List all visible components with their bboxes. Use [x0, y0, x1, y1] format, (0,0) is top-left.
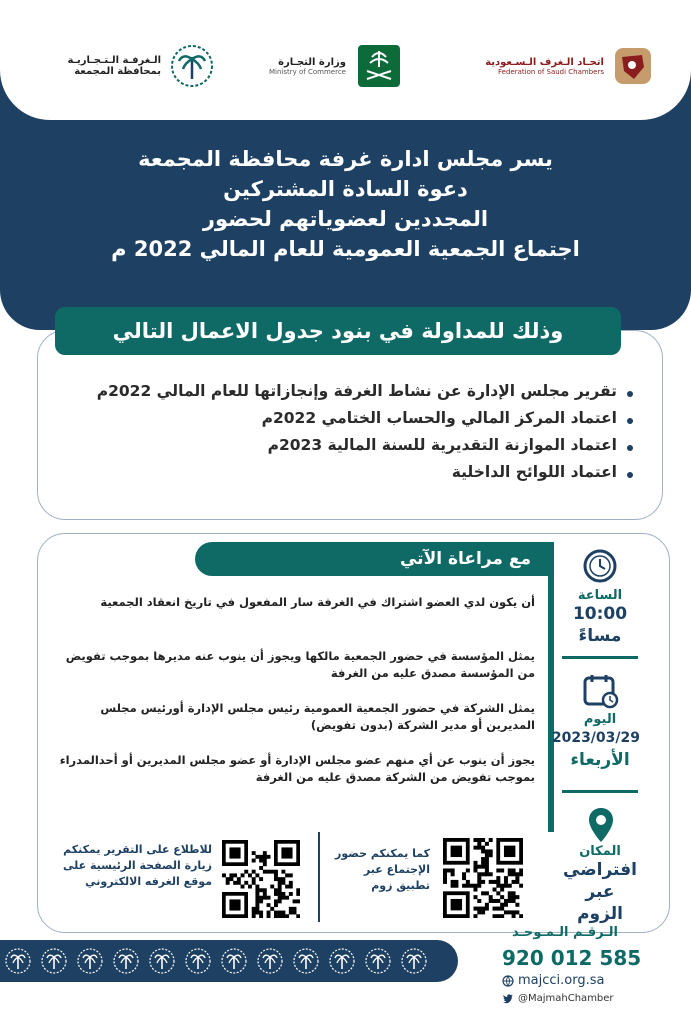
- calendar-icon: [582, 672, 620, 710]
- palm-ornament-icon: [364, 947, 392, 975]
- agenda-item: تقرير مجلس الإدارة عن نشاط الغرفة وإنجازاتها للعام المالي 2022م: [73, 378, 633, 405]
- globe-icon: [502, 975, 514, 987]
- condition-item: أن يكون لدي العضو اشتراك في الغرفة سار المفعول في تاريخ انعقاد الجمعية: [100, 595, 535, 609]
- headline-line-2: دعوة السادة المشتركين: [223, 177, 468, 201]
- agenda-item: اعتماد اللوائح الداخلية: [73, 459, 633, 486]
- condition-item: يمثل المؤسسة في حضور الجمعية مالكها ويجوز أن ينوب عنه مديرها بموجب تفويض من المؤسسة مصدق عليه من الغرفة: [65, 649, 535, 680]
- headline-line-4: اجتماع الجمعية العمومية للعام المالي 2022 م: [111, 237, 580, 261]
- date-value: 2023/03/29: [551, 730, 640, 746]
- time-label: الساعة: [577, 588, 623, 603]
- place-line-1: افتراضي: [563, 860, 637, 880]
- chamber-name-line2: بمحافظة المجمعة: [74, 66, 161, 77]
- federation-name-en: Federation of Saudi Chambers: [498, 67, 604, 76]
- palm-ornament-icon: [40, 947, 68, 975]
- twitter-handle[interactable]: @MajmahChamber: [518, 992, 614, 1004]
- palm-ornament-icon: [328, 947, 356, 975]
- palm-ornament-icon: [292, 947, 320, 975]
- clock-icon: [582, 548, 618, 584]
- twitter-row[interactable]: [502, 992, 614, 1004]
- zoom-qr-text: كما يمكنكم حضور الإجتماع عبر تطبيق زوم: [335, 847, 430, 892]
- agenda-title: وذلك للمداولة في بنود جدول الاعمال التالي: [55, 307, 621, 355]
- palm-ornament-icon: [220, 947, 248, 975]
- condition-item: يجوز أن ينوب عن أي منهم عضو مجلس الإدارة أو عضو مجلس المديرين أو أحدالمدراء بموجب تفويض من الشركة مصدق عليه من الغرفة: [59, 753, 535, 784]
- headline-line-3: المجددين لعضوياتهم لحضور: [202, 207, 489, 231]
- side-divider: [562, 790, 638, 793]
- chamber-logo: [55, 36, 215, 96]
- unified-number[interactable]: 920 012 585: [502, 946, 642, 970]
- time-value: 10:00: [572, 604, 628, 624]
- ministry-name-ar: وزارة التجـارة: [278, 56, 346, 68]
- federation-emblem-icon: [612, 45, 654, 87]
- palm-ornament-icon: [76, 947, 104, 975]
- chamber-name-line1: الـغرفـة الـتـجـاريـة: [67, 55, 161, 66]
- location-pin-icon: [587, 806, 615, 844]
- unified-number-label: الـرقـم الـمـوحـد: [512, 925, 618, 940]
- palm-ornament-icon: [148, 947, 176, 975]
- agenda-item: اعتماد الموازنة التقديرية للسنة المالية 2023م: [73, 432, 633, 459]
- palm-ornament-icon: [112, 947, 140, 975]
- headline-line-1: يسر مجلس ادارة غرفة محافظة المجمعة: [138, 147, 553, 171]
- website-link[interactable]: majcci.org.sa: [518, 973, 605, 988]
- footer-ornament-band: [0, 940, 458, 982]
- place-line-2: عبر الزوم: [577, 882, 623, 924]
- saudi-emblem-icon: [356, 43, 402, 89]
- day-label: اليوم: [583, 712, 617, 727]
- twitter-icon: [502, 992, 514, 1004]
- report-qr-code[interactable]: [222, 840, 300, 918]
- place-label: المكان: [579, 844, 621, 859]
- notes-divider-bar: [548, 542, 554, 832]
- date-block: [551, 712, 640, 771]
- place-block: [560, 844, 640, 925]
- palm-ornament-icon: [4, 947, 32, 975]
- invitation-headline: [40, 144, 651, 264]
- palm-ornament-icon: [400, 947, 428, 975]
- side-divider: [562, 656, 638, 659]
- qr-divider: [318, 832, 320, 922]
- notes-title: مع مراعاة الآتي: [195, 542, 549, 576]
- palm-emblem-icon: [169, 43, 215, 89]
- palm-ornament-icon: [256, 947, 284, 975]
- report-qr-text: للاطلاع على التقرير يمكنكم زيارة الصفحة الرئيسية على موقع الغرفه الالكتروني: [62, 843, 212, 888]
- ministry-logo: [252, 36, 402, 96]
- weekday: الأربعاء: [570, 750, 630, 770]
- ministry-name-en: Ministry of Commerce: [269, 67, 346, 76]
- condition-item: يمثل الشركة في حضور الجمعية العمومية رئيس مجلس الإدارة أورئيس مجلس المديرين أو مدير الشركة (بدون تفويض): [100, 701, 535, 732]
- agenda-item: اعتماد المركز المالي والحساب الختامي 2022م: [73, 405, 633, 432]
- time-period: مساءً: [578, 626, 622, 646]
- zoom-qr-code[interactable]: [443, 838, 523, 918]
- federation-logo: [484, 36, 654, 96]
- palm-ornament-icon: [184, 947, 212, 975]
- time-block: [560, 588, 640, 647]
- federation-name-ar: اتحـاد الـغرف الـسـعودية: [485, 56, 604, 68]
- agenda-list: [73, 378, 633, 486]
- website-row[interactable]: [502, 973, 604, 988]
